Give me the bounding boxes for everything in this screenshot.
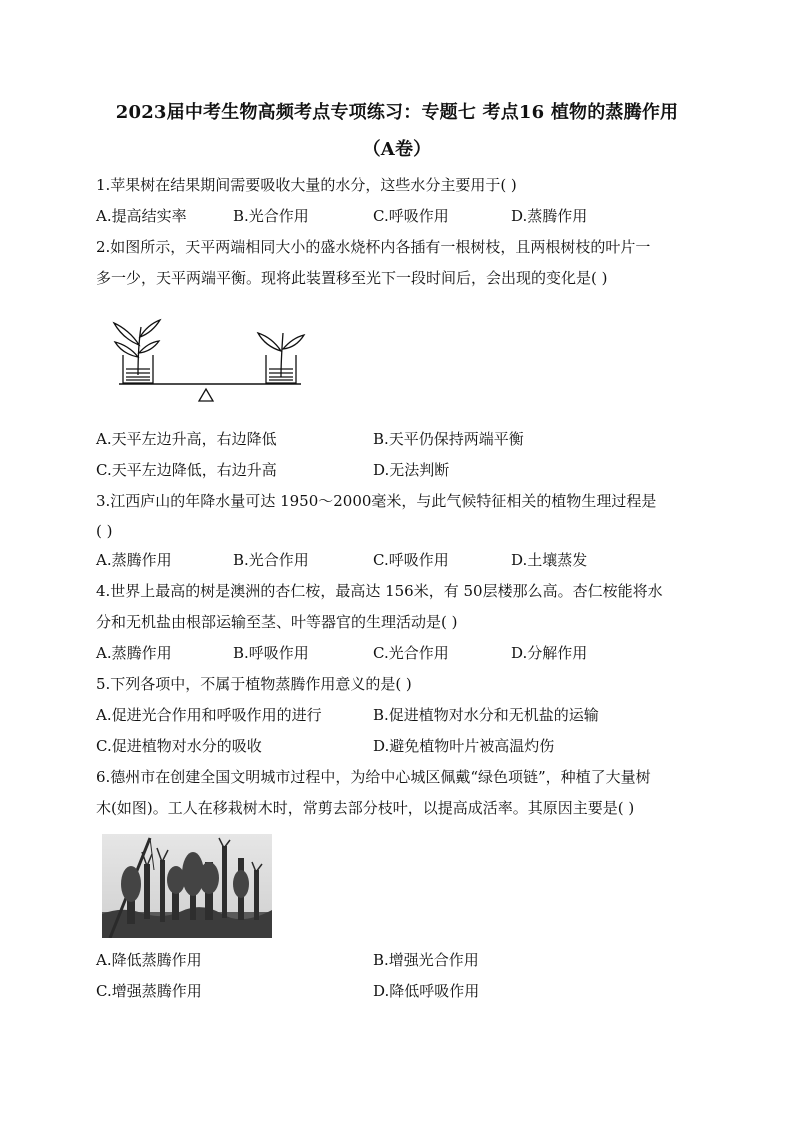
question-2-option-d: D.无法判断 [373,461,450,479]
question-1-stem: 1.苹果树在结果期间需要吸收大量的水分，这些水分主要用于( ) [96,176,517,194]
question-5-stem: 5.下列各项中，不属于植物蒸腾作用意义的是( ) [96,675,412,693]
question-4-stem-line-2: 分和无机盐由根部运输至茎、叶等器官的生理活动是( ) [96,613,458,631]
question-1-option-d: D.蒸腾作用 [511,207,588,225]
question-4-option-a: A.蒸腾作用 [96,644,172,662]
question-6-stem-line-2: 木(如图)。工人在移栽树木时，常剪去部分枝叶，以提高成活率。其原因主要是( ) [96,799,635,817]
question-6-option-a: A.降低蒸腾作用 [96,951,202,969]
question-6-stem-line-1: 6.德州市在创建全国文明城市过程中，为给中心城区佩戴“绿色项链”，种植了大量树 [96,768,651,786]
question-6-option-b: B.增强光合作用 [373,951,479,969]
question-2-option-a: A.天平左边升高，右边降低 [96,430,277,448]
question-5-option-d: D.避免植物叶片被高温灼伤 [373,737,555,755]
question-2-stem-line-1: 2.如图所示，天平两端相同大小的盛水烧杯内各插有一根树枝，且两根树枝的叶片一 [96,238,651,256]
question-3-option-d: D.土壤蒸发 [511,551,588,569]
question-3-stem-line-1: 3.江西庐山的年降水量可达 1950～2000毫米，与此气候特征相关的植物生理过程是 [96,492,657,510]
balance-scale-figure [105,315,320,405]
question-2-stem-line-2: 多一少，天平两端平衡。现将此装置移至光下一段时间后，会出现的变化是( ) [96,269,608,287]
question-4-option-d: D.分解作用 [511,644,588,662]
balance-fulcrum-icon [199,389,213,401]
question-4-stem-line-1: 4.世界上最高的树是澳洲的杏仁桉，最高达 156米，有 50层楼那么高。杏仁桉能将水 [96,582,663,600]
question-3-option-b: B.光合作用 [233,551,309,569]
page-title-line-2: （A卷） [362,139,432,160]
right-branch-icon [258,333,304,377]
question-1-option-b: B.光合作用 [233,207,309,225]
question-5-option-a: A.促进光合作用和呼吸作用的进行 [96,706,322,724]
question-5-option-b: B.促进植物对水分和无机盐的运输 [373,706,599,724]
question-6-option-c: C.增强蒸腾作用 [96,982,202,1000]
question-1-option-a: A.提高结实率 [96,207,187,225]
question-1-option-c: C.呼吸作用 [373,207,449,225]
question-4-option-b: B.呼吸作用 [233,644,309,662]
question-6-option-d: D.降低呼吸作用 [373,982,480,1000]
question-5-option-c: C.促进植物对水分的吸收 [96,737,262,755]
question-3-option-c: C.呼吸作用 [373,551,449,569]
question-2-option-c: C.天平左边降低，右边升高 [96,461,277,479]
question-2-option-b: B.天平仍保持两端平衡 [373,430,524,448]
page-title-line-1: 2023届中考生物高频考点专项练习：专题七 考点16 植物的蒸腾作用 [115,102,679,123]
tree-planting-photo [102,834,272,938]
question-4-option-c: C.光合作用 [373,644,449,662]
question-3-stem-line-2: ( ) [96,522,113,540]
question-3-option-a: A.蒸腾作用 [96,551,172,569]
